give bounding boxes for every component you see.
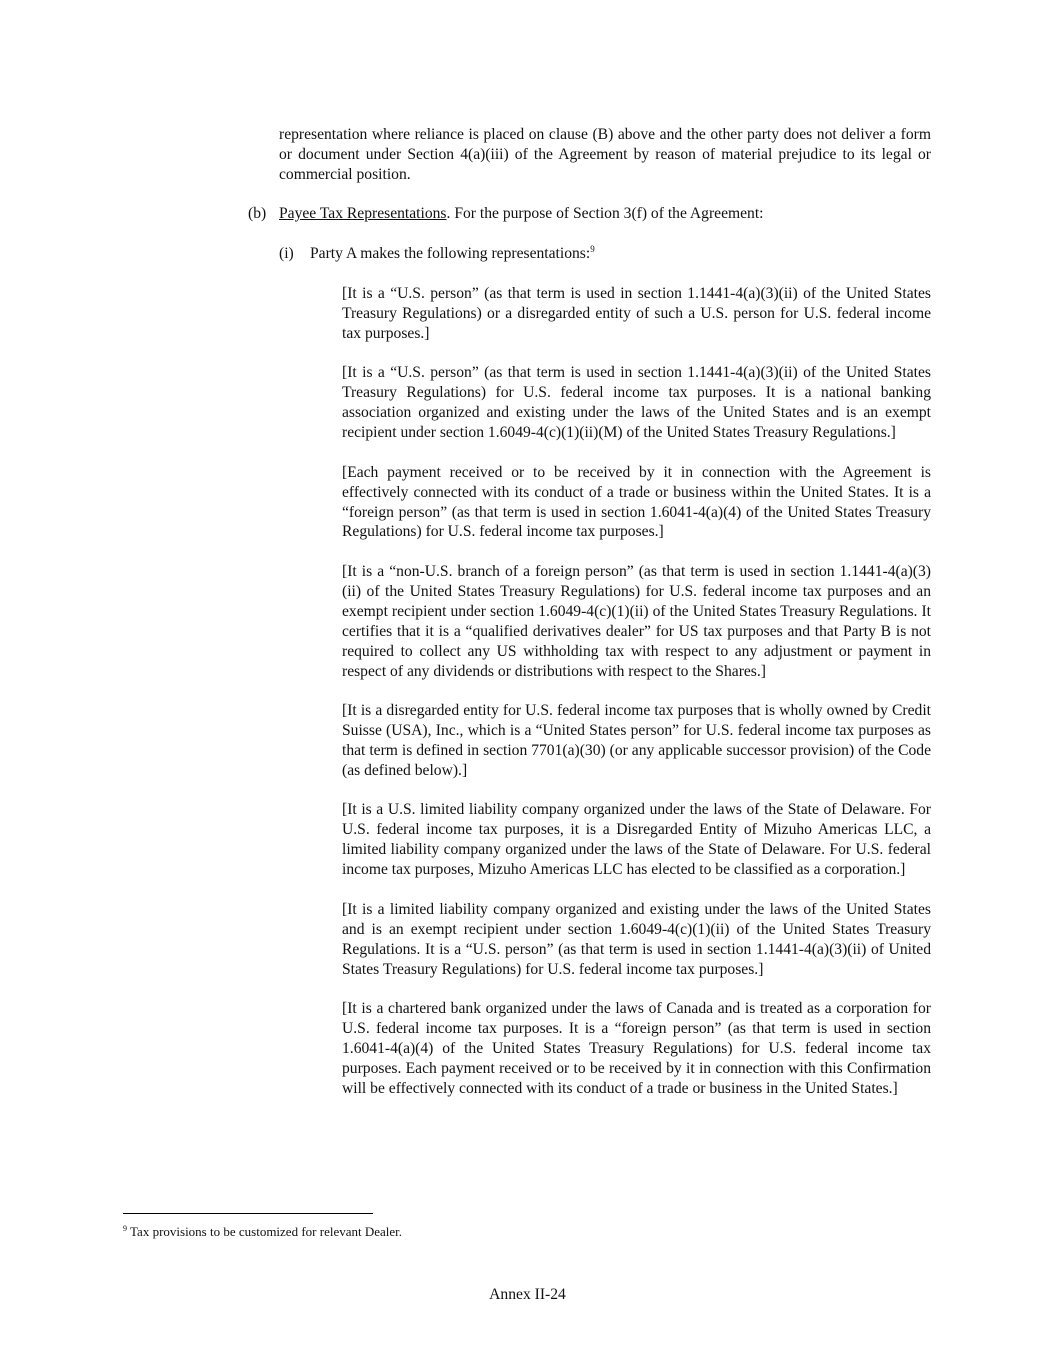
representation-paragraph: [It is a disregarded entity for U.S. federal income tax purposes that is wholly owned by Credit Suisse (USA), Inc., which is a “United States person” for U.S. federal income tax purposes as that term is defined in section 7701(a)(30) (or any applicable successor provision) of the Code (as defined below).] xyxy=(342,702,931,779)
section-b xyxy=(248,204,938,224)
section-b-heading: Payee Tax Representations xyxy=(279,205,447,222)
representation-paragraph: [It is a U.S. limited liability company organized under the laws of the State of Delaware. For U.S. federal income tax purposes, it is a Disregarded Entity of Mizuho Americas LLC, a limited liability company organized under the laws of the State of Delaware. For U.S. federal income tax purposes, Mizuho Americas LLC has elected to be classified as a corporation.] xyxy=(342,801,931,879)
footnote xyxy=(123,1224,823,1240)
continuation-paragraph: representation where reliance is placed on clause (B) above and the other party does not deliver a form or document under Section 4(a)(iii) of the Agreement by reason of material prejudice to its legal or commercial position. xyxy=(279,126,931,183)
representations-list xyxy=(342,284,931,1118)
section-i xyxy=(279,244,939,264)
representation-paragraph: [It is a “U.S. person” (as that term is used in section 1.1441-4(a)(3)(ii) of the United States Treasury Regulations) for U.S. federal income tax purposes. It is a national banking association organized and existing under the laws of the United States and is an exempt recipient under section 1.6049-4(c)(1)(ii)(M) of the United States Treasury Regulations.] xyxy=(342,364,931,442)
representation-paragraph: [It is a limited liability company organized and existing under the laws of the United States and is an exempt recipient under section 1.6049-4(c)(1)(ii) of the United States Treasury Regulations. It is a “U.S. person” (as that term is used in section 1.1441-4(a)(3)(ii) of United States Treasury Regulations) for U.S. federal income tax purposes.] xyxy=(342,900,931,978)
section-i-label: (i) xyxy=(279,245,294,262)
section-i-text: Party A makes the following representations: xyxy=(310,245,591,262)
footnote-separator xyxy=(123,1213,373,1214)
representation-paragraph: [Each payment received or to be received by it in connection with the Agreement is effectively connected with its conduct of a trade or business within the United States. It is a “foreign person” (as that term is used in section 1.6041-4(a)(4) of the United States Treasury Regulations) for U.S. federal income tax purposes.] xyxy=(342,463,931,541)
representation-paragraph: [It is a “non-U.S. branch of a foreign person” (as that term is used in section 1.1441-4(a)(3)(ii) of the United States Treasury Regulations) for U.S. federal income tax purposes and an exempt recipient under section 1.6049-4(c)(1)(ii) of the United States Treasury Regulations. It certifies that it is a “qualified derivatives dealer” for US tax purposes and that Party B is not required to collect any US withholding tax with respect to any adjustment or payment in respect of any dividends or distributions with respect to the Shares.] xyxy=(342,563,931,680)
footnote-reference[interactable]: 9 xyxy=(590,244,595,254)
footnote-number: 9 xyxy=(123,1224,127,1233)
page-number: Annex II-24 xyxy=(489,1286,566,1303)
section-b-text: . For the purpose of Section 3(f) of the Agreement: xyxy=(446,205,764,222)
representation-paragraph: [It is a chartered bank organized under the laws of Canada and is treated as a corporation for U.S. federal income tax purposes. It is a “foreign person” (as that term is used in section 1.6041-4(a)(4) of the United States Treasury Regulations) for U.S. federal income tax purposes. Each payment received or to be received by it in connection with this Confirmation will be effectively connected with its conduct of a trade or business in the United States.] xyxy=(342,1000,931,1097)
section-b-label: (b) xyxy=(248,205,267,222)
footnote-text: Tax provisions to be customized for relevant Dealer. xyxy=(130,1224,403,1239)
representation-paragraph: [It is a “U.S. person” (as that term is used in section 1.1441-4(a)(3)(ii) of the United States Treasury Regulations) or a disregarded entity of such a U.S. person for U.S. federal income tax purposes.] xyxy=(342,285,931,342)
